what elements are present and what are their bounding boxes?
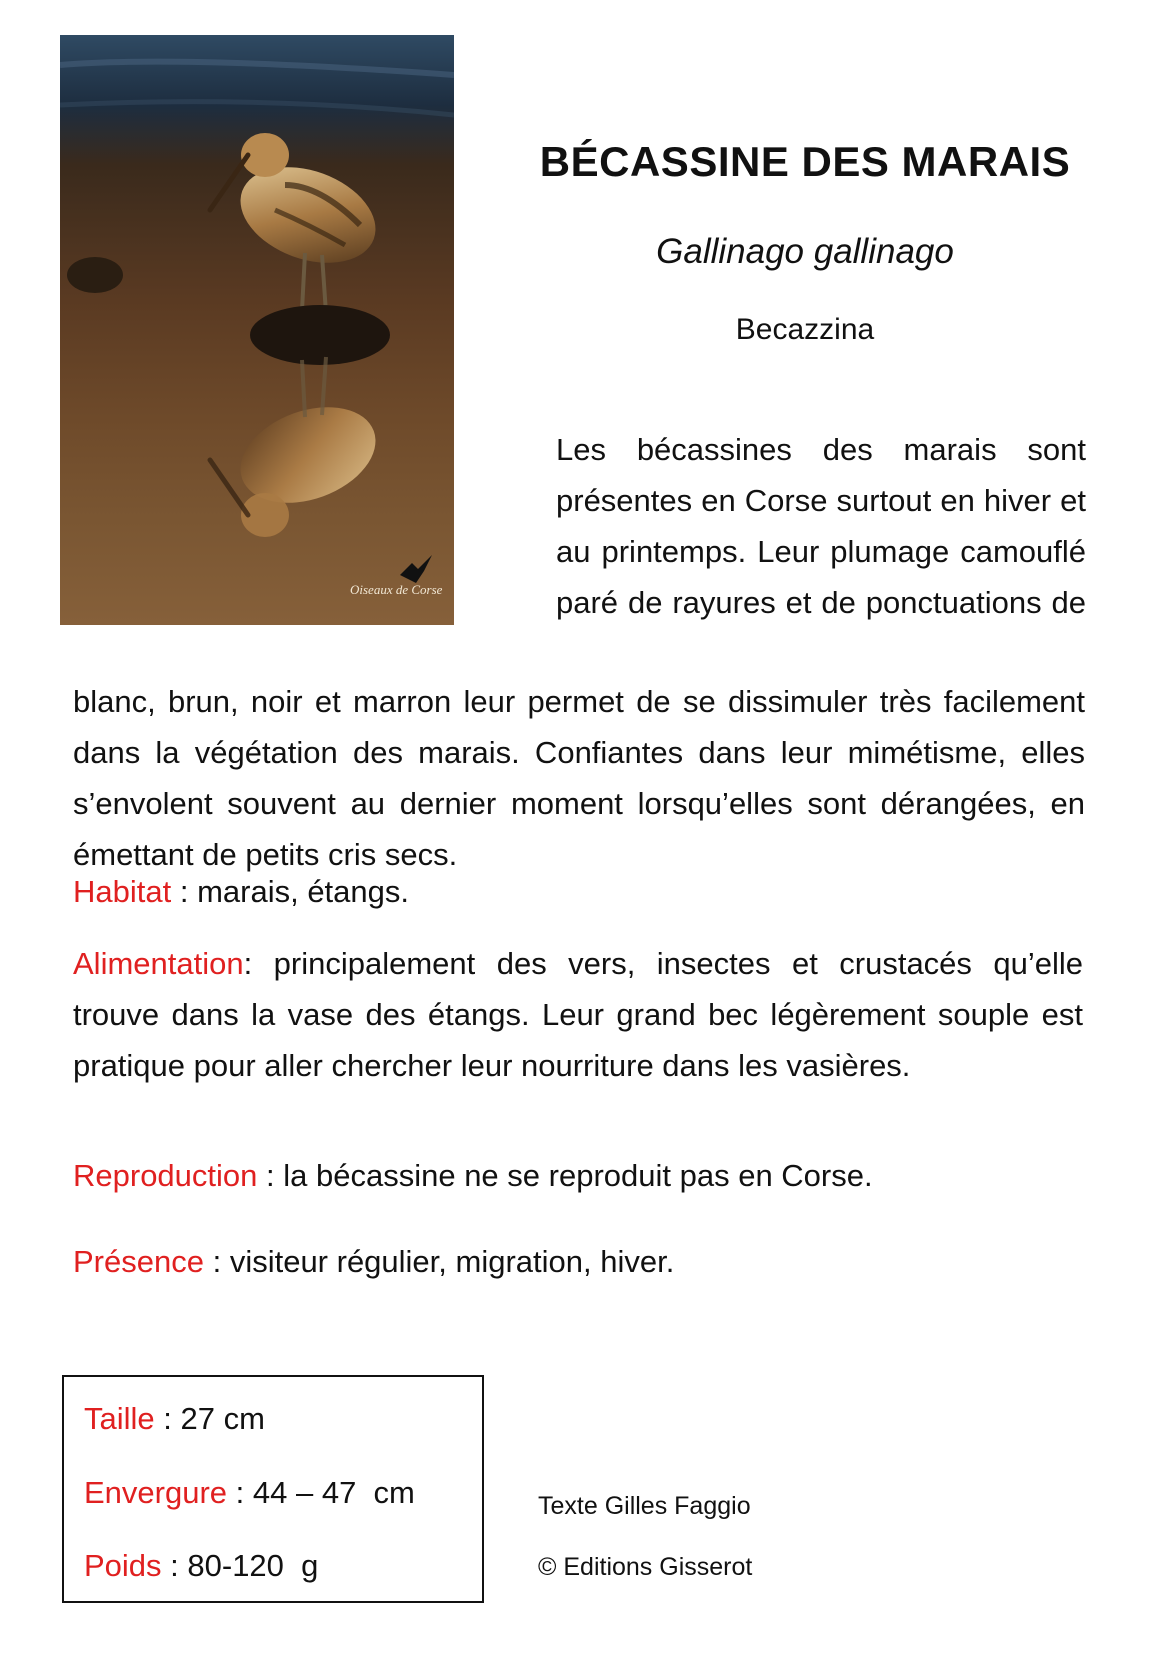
poids-label: Poids xyxy=(84,1548,162,1583)
taille-label: Taille xyxy=(84,1401,155,1436)
taille-row xyxy=(84,1401,265,1437)
habitat-separator: : xyxy=(171,874,198,909)
taille-value: 27 cm xyxy=(180,1401,265,1436)
bird-silhouette-icon xyxy=(400,555,432,583)
presence-separator: : xyxy=(203,1244,230,1279)
alimentation-label: Alimentation xyxy=(73,946,244,981)
habitat-section xyxy=(73,866,1083,917)
description-part-2: blanc, brun, noir et marron leur permet de se dissimuler très facilement dans la végétation des marais. Confiantes dans leur mimétisme, elles s’envolent souvent au dernier moment lorsqu’elles sont dérangées, en émettant de petits cris secs. xyxy=(73,684,1085,872)
habitat-label: Habitat xyxy=(73,874,172,909)
presence-label: Présence xyxy=(73,1244,204,1279)
poids-value: 80-120 g xyxy=(187,1548,319,1583)
reproduction-label: Reproduction xyxy=(73,1158,258,1193)
habitat-text: marais, étangs. xyxy=(197,874,410,909)
local-name: Becazzina xyxy=(735,313,875,346)
reproduction-text: la bécassine ne se reproduit pas en Corse. xyxy=(283,1158,873,1193)
alimentation-separator: : xyxy=(243,946,274,981)
measurements-box xyxy=(62,1375,484,1603)
author-credit: Texte Gilles Faggio xyxy=(538,1492,751,1520)
presence-text: visiteur régulier, migration, hiver. xyxy=(229,1244,675,1279)
reproduction-separator: : xyxy=(257,1158,284,1193)
reproduction-section xyxy=(73,1150,1083,1201)
envergure-row xyxy=(84,1475,415,1511)
scientific-name: Gallinago gallinago xyxy=(656,232,954,271)
poids-row xyxy=(84,1548,318,1584)
poids-separator: : xyxy=(161,1548,188,1583)
alimentation-text: principalement des vers, insectes et crustacés qu’elle trouve dans la vase des étangs. Leur grand bec légèrement souple est pratique pour aller chercher leur nourriture dans les vasières. xyxy=(73,946,1083,1083)
alimentation-section xyxy=(73,938,1083,1091)
envergure-label: Envergure xyxy=(84,1475,228,1510)
description-part-1: Les bécassines des marais sont présentes en Corse surtout en hiver et au printemps. Leur plumage camouflé paré de rayures et de ponctuations de xyxy=(556,432,1086,620)
envergure-separator: : xyxy=(227,1475,253,1510)
taille-separator: : xyxy=(154,1401,181,1436)
snipe-illustration xyxy=(60,35,454,625)
bird-photo xyxy=(60,35,454,625)
publisher-credit: © Editions Gisserot xyxy=(538,1553,753,1581)
presence-section xyxy=(73,1236,1083,1287)
photo-caption: Oiseaux de Corse xyxy=(350,582,443,597)
envergure-value: 44 – 47 cm xyxy=(252,1475,415,1510)
page-title: BÉCASSINE DES MARAIS xyxy=(539,138,1071,185)
